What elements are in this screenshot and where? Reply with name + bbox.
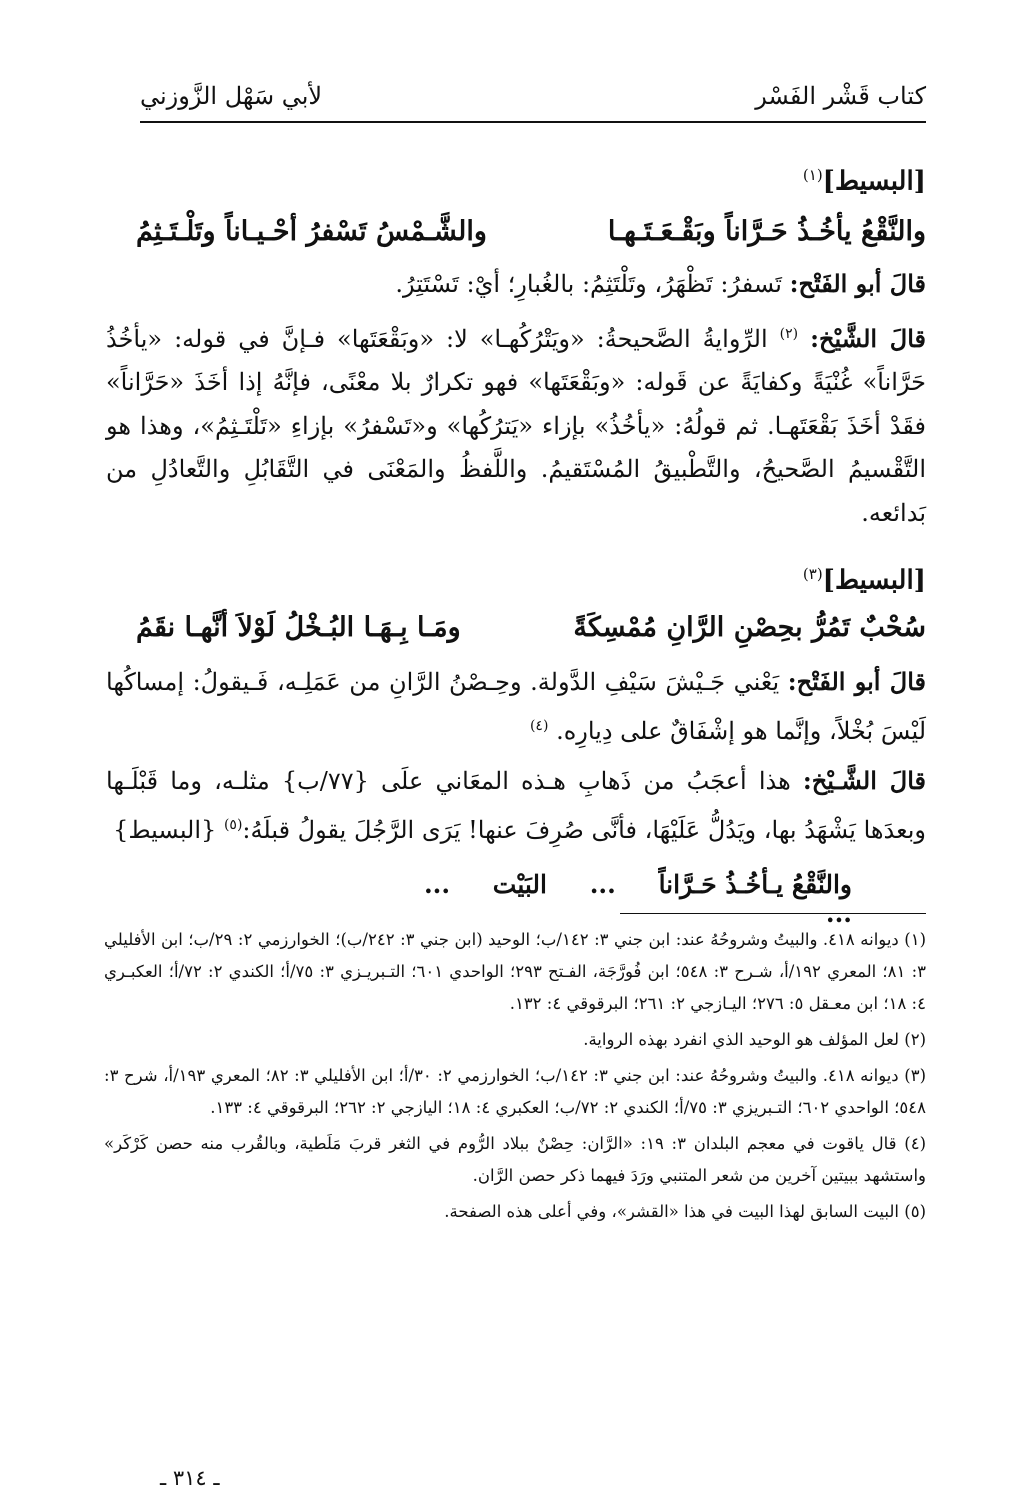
footnote-ref-2[interactable]: (٢) (779, 325, 799, 342)
footnote-4: (٤) قال ياقوت في معجم البلدان ٣: ١٩: «الرَّان: حِصْنٌ ببلاد الرُّوم في الثغر قربَ مَلَطية، وبالقُرب منه حصن كَرْكَر» واستشهد ببيتين آخرين من شعر المتنبي ورَدَ فيهما ذكر حصن الرَّان. (104, 1134, 926, 1185)
speaker-abu-alfath: قالَ أبو الفَتْح: (787, 667, 926, 696)
header-rule (140, 121, 926, 123)
speaker-shaykh: قالَ الشَّـيْخ: (802, 766, 926, 795)
footnote-rule (620, 913, 926, 914)
verse-2 (136, 612, 926, 658)
footnote-2: (٢) لعل المؤلف هو الوحيد الذي انفرد بهذه الرواية. (583, 1030, 926, 1049)
footnotes (104, 924, 926, 1232)
verse-2-second-hemistich: ومَـا بِـهَـا البُـخْلُ لَوْلاَ أنَّهـا نقَمُ (136, 612, 461, 643)
commentary-2 (106, 660, 926, 852)
quoted-verse-fragment: والنَّقْعُ يـأخُـذُ حَـرَّاناً ... البَيْت ... ... (423, 870, 852, 928)
footnote-ref-4[interactable]: (٤) (529, 717, 549, 734)
speaker-abu-alfath: قالَ أبو الفَتْح: (789, 269, 926, 298)
footnote-ref-5[interactable]: (٥) (223, 816, 243, 833)
footnote-3: (٣) ديوانه ٤١٨. والبيتُ وشروحُهُ عند: ابن جني ٣: ١٤٢/ب؛ الخوارزمي ٢: ٣٠/أ؛ ابن الأفليلي ٣: ٨٢؛ المعري ١٩٣/أ، شرح ٣: ٥٤٨؛ الواحدي ٦٠٢؛ التـبريزي ٣: ٧٥/أ؛ الكندي ٢: ٧٢/ب؛ العكبري ٤: ١٨؛ اليازجي ٢: ٢٦٢؛ البرقوقي ٤: ١٣٣. (104, 1066, 926, 1117)
book-title: كتاب قَشْر الفَسْر (755, 82, 926, 110)
verse-2-first-hemistich: سُحْبٌ تَمُرُّ بحِصْنِ الرَّانِ مُمْسِكَةً (573, 612, 926, 643)
footnote-ref-1[interactable]: (١) (802, 166, 823, 184)
running-header (140, 82, 926, 118)
footnote-1: (١) ديوانه ٤١٨. والبيتُ وشروحُهُ عند: ابن جني ٣: ١٤٢/ب؛ الوحيد (ابن جني ٣: ٢٤٢/ب)؛ الخوارزمي ٢: ٢٩/ب؛ ابن الأفليلي ٣: ٨١؛ المعري ١٩٢/أ، شـرح ٣: ٥٤٨؛ ابن فُورَّجَة، الفـتح ٢٩٣؛ الواحدي ٦٠١؛ التـبريـزي ٣: ٧٥/أ؛ الكندي ٢: ٧٢/أ؛ العكبـري ٤: ١٨؛ ابن معـقل ٥: ٢٧٦؛ اليـازجي ٢: ٢٦١؛ البرقوقي ٤: ١٣٢. (104, 930, 927, 1013)
abu-alfath-comment-1: قالَ أبو الفَتْح: تَسفرُ: تَظْهَرُ، وتَلْتَثِمُ: بالغُبارِ؛ أيْ: تَسْتَتِرُ. (395, 269, 926, 298)
footnote-ref-3[interactable]: (٣) (802, 565, 823, 583)
book-author: لأبي سَهْل الزَّوزني (140, 82, 323, 110)
abu-alfath-comment-2: قالَ أبو الفَتْح: يَعْني جَـيْشَ سَيْفِ الدَّولة. وحِـصْنُ الرَّانِ من عَمَلِـه، فَـيقولُ: إمساكُها لَيْسَ بُخْلاً، وإنَّما هو إشْفَاقٌ على دِيارِه. $^{(٤)}$ (106, 667, 926, 745)
meter-label-1: [البسيط]$^{(١)}$ (802, 166, 926, 197)
verse-1-second-hemistich: والشَّـمْسُ تَسْفرُ أحْـيـاناً وتَلْـتَـثِمُ (136, 216, 487, 247)
footnote-5: (٥) البيت السابق لهذا البيت في هذا «القشر»، وفي أعلى هذه الصفحة. (444, 1202, 926, 1221)
meter-label-2: [البسيط]$^{(٣)}$ (802, 565, 926, 596)
page-number: ـ ٣١٤ ـ (160, 1466, 220, 1490)
shaykh-comment-1: قالَ الشَّيْخ: $^{(٢)}$ الرِّوايةُ الصَّحيحةُ: «ويَتْرُكُهـا» لا: «وبَقْعَتَها» فـإنَّ في قوله: «يأخُذُ حَرَّاناً» غُنْيَةً وكفايَةً عن قَوله: «وبَقْعَتَها» فهو تكرارٌ بلا معْنًى، فإنَّهُ إذا أخَذَ «حَرَّاناً» فقَدْ أخَذَ بَقْعَتَهـا. ثم قولُهُ: «يأخُذُ» بإزاء «يَترُكُها» و«تَسْفرُ» بإزاءِ «تَلْتَـثِمُ»، وهذا هو التَّقْسيمُ الصَّحيحُ، والتَّطْبيقُ المُسْتَقيمُ. واللَّفظُ والمَعْنَى في التَّقَابُلِ والتَّعادُلِ من بَدائعه. (106, 323, 926, 527)
verse-1 (136, 216, 926, 262)
commentary-1 (106, 262, 926, 535)
shaykh-comment-2: قالَ الشَّـيْخ: هذا أعجَبُ من ذَهابِ هـذه المعَاني علَى {٧٧/ب} مثلـه، وما قَبْلَـها وبعدَها يَشْهَدُ بها، ويَدُلُّ عَلَيْهَا، فأنَّى صُرِفَ عنها! يَرَى الرَّجُلَ يقولُ قبلَهُ:$^{(٥)}$ {البسيط} (106, 766, 926, 844)
speaker-shaykh: قالَ الشَّيْخ: (810, 323, 926, 353)
verse-1-first-hemistich: والنَّقْعُ يأخُـذُ حَـرَّاناً وبَقْـعَـتَـهـا (607, 216, 926, 247)
